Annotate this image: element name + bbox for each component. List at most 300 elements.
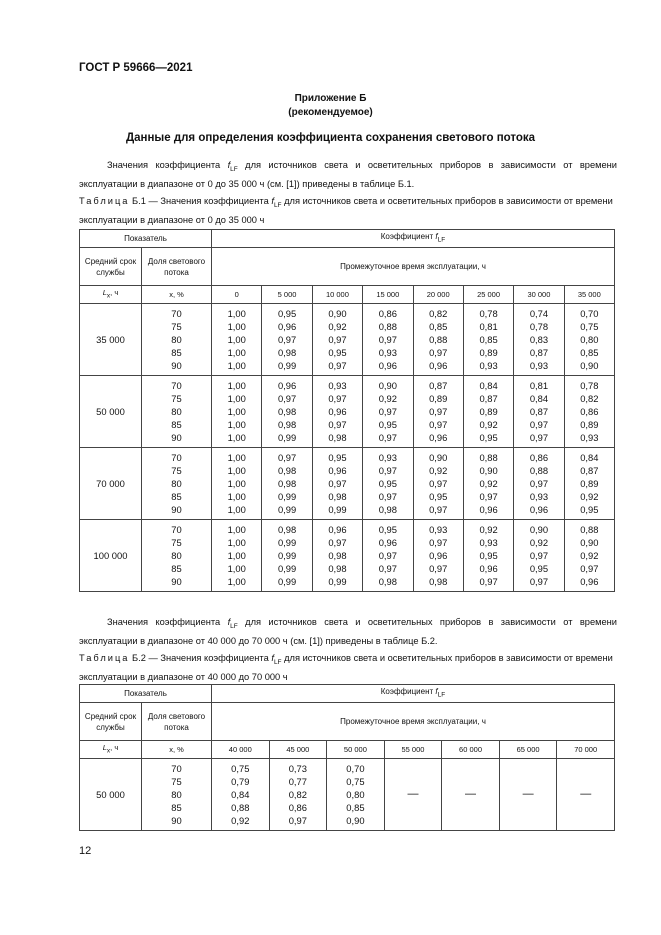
header-row-1 [80,685,615,703]
life-value: 50 000 [80,376,142,448]
coef-value: 0,90 [580,360,599,371]
coef-value: 0,89 [479,406,498,417]
coef-value: 0,97 [479,576,498,587]
coef-value: 0,90 [328,308,347,319]
share-value: 70 [171,763,182,774]
coef-values [212,520,262,592]
coef-value: 0,98 [277,524,297,535]
table-b1 [79,229,615,592]
share-value: 85 [171,563,182,574]
unit-share: x, % [142,286,212,304]
coef-value: 0,96 [378,537,397,548]
coef-value: 1,00 [227,504,246,515]
unit-life-sub: x [106,747,111,755]
coef-value: 0,95 [529,563,549,574]
coef-value: 0,96 [479,563,498,574]
coef-values [413,376,463,448]
coef-subscript: LF [437,691,446,699]
coef-header-label: Коэффициент [380,232,436,242]
table1-caption [79,194,617,228]
coef-value: 0,92 [479,524,498,535]
share-value: 90 [171,504,182,515]
coef-value: 0,81 [529,380,549,391]
coef-value: 0,92 [231,815,250,826]
unit-life-symbol: L [102,288,107,298]
coef-value: 0,92 [529,537,549,548]
coef-value: 0,97 [277,393,297,404]
coef-value: 0,82 [580,393,599,404]
coef-value: 0,90 [479,465,498,476]
coef-dash: — [499,759,557,831]
coef-value: 0,84 [529,393,549,404]
coef-value: 0,92 [378,393,397,404]
coef-values [514,520,564,592]
units-row [80,741,615,759]
caption2-text-b: для источников света и осветительных приборов в зависимости от времени эксплуатации в диапазоне от 40 000 до 70 000 ч [79,653,613,682]
coef-value: 0,98 [378,576,397,587]
coef-value: 0,96 [429,550,448,561]
coef-value: 0,79 [231,776,250,787]
coef-value: 0,98 [328,432,347,443]
coef-value: 0,98 [328,491,347,502]
coef-value: 0,98 [277,347,297,358]
coef-value: 0,90 [378,380,397,391]
intro-paragraph-2 [79,615,617,649]
coef-value: 0,99 [328,504,347,515]
coef-values [363,376,413,448]
units-row [80,286,615,304]
intro-paragraph-1 [79,158,617,192]
coef-value: 1,00 [227,380,246,391]
coef-header [212,230,615,248]
coef-value: 0,85 [580,347,599,358]
share-value: 85 [171,347,182,358]
coef-values [312,520,362,592]
share-value: 80 [171,406,182,417]
share-value: 90 [171,815,182,826]
coef-value: 0,88 [231,802,250,813]
share-value: 90 [171,360,182,371]
coef-value: 0,97 [429,406,448,417]
coef-subscript: LF [273,658,282,666]
time-value: 65 000 [499,741,557,759]
header-row-1 [80,230,615,248]
coef-values [363,448,413,520]
coef-value: 1,00 [227,308,246,319]
time-value: 20 000 [413,286,463,304]
coef-value: 1,00 [227,360,246,371]
coef-value: 0,86 [288,802,307,813]
coef-values [463,448,513,520]
coef-value: 1,00 [227,334,246,345]
share-value: 85 [171,491,182,502]
coef-value: 0,81 [479,321,498,332]
coef-value: 0,95 [378,524,397,535]
coef-value: 0,97 [529,550,549,561]
coef-value: 0,96 [580,576,599,587]
coef-value: 0,84 [231,789,250,800]
coef-value: 0,73 [288,763,307,774]
unit-life-sub: x [106,292,111,300]
coef-symbol: f [271,196,274,206]
coef-value: 0,92 [580,550,599,561]
coef-symbol: f [227,160,231,170]
coef-value: 0,97 [277,452,297,463]
coef-values [514,376,564,448]
coef-value: 0,90 [346,815,365,826]
coef-value: 0,97 [429,347,448,358]
coef-values [262,304,312,376]
coef-value: 0,89 [580,419,599,430]
coef-value: 0,93 [378,347,397,358]
coef-value: 0,88 [580,524,599,535]
header-row-2 [80,248,615,286]
coef-value: 0,70 [346,763,365,774]
coef-value: 0,96 [328,406,347,417]
coef-value: 0,92 [479,478,498,489]
share-value: 75 [171,393,182,404]
time-value: 35 000 [564,286,614,304]
coef-value: 0,70 [580,308,599,319]
coef-value: 0,96 [277,380,297,391]
coef-value: 1,00 [227,478,246,489]
coef-symbol: f [435,232,438,242]
coef-value: 0,93 [429,524,448,535]
coef-values [514,448,564,520]
coef-value: 0,98 [277,465,297,476]
coef-value: 1,00 [227,406,246,417]
coef-values [413,304,463,376]
table-row [80,376,615,448]
coef-values [463,520,513,592]
coef-values [327,759,385,831]
coef-value: 1,00 [227,321,246,332]
coef-values [212,304,262,376]
table-row [80,448,615,520]
share-value: 70 [171,524,182,535]
coef-value: 0,95 [328,452,347,463]
coef-value: 1,00 [227,524,246,535]
coef-subscript: LF [437,236,446,244]
coef-values [212,759,270,831]
coef-value: 0,78 [580,380,599,391]
life-value: 50 000 [80,759,142,831]
coef-value: 1,00 [227,550,246,561]
coef-value: 0,84 [479,380,498,391]
time-value: 55 000 [384,741,442,759]
coef-value: 0,89 [429,393,448,404]
coef-value: 0,97 [429,504,448,515]
table-row [80,520,615,592]
coef-value: 0,93 [529,491,549,502]
life-header: Средний срок службы [80,703,142,741]
coef-value: 0,87 [429,380,448,391]
appendix-title [0,92,661,120]
coef-value: 0,98 [277,406,297,417]
para2-text-a: Значения коэффициента [107,617,228,627]
share-value: 80 [171,334,182,345]
para2-text-b: для источников света и осветительных приборов в зависимости от времени эксплуатации в диапазоне от 40 000 до 70 000 ч (см. [1]) приведены в таблице Б.2. [79,617,617,646]
coef-value: 1,00 [227,347,246,358]
coef-subscript: LF [230,165,238,173]
coef-value: 0,95 [479,550,498,561]
coef-value: 0,93 [479,537,498,548]
coef-value: 0,97 [328,334,347,345]
time-value: 30 000 [514,286,564,304]
coef-value: 0,86 [529,452,549,463]
coef-value: 0,93 [529,360,549,371]
coef-values [262,520,312,592]
coef-value: 1,00 [227,432,246,443]
coef-value: 0,92 [328,321,347,332]
share-values [142,759,212,831]
coef-value: 0,99 [277,537,297,548]
time-header: Промежуточное время эксплуатации, ч [212,703,615,741]
coef-value: 0,97 [529,419,549,430]
share-value: 80 [171,478,182,489]
coef-value: 0,95 [277,308,297,319]
coef-value: 0,96 [479,504,498,515]
share-value: 90 [171,432,182,443]
coef-value: 0,88 [429,334,448,345]
coef-value: 0,85 [429,321,448,332]
coef-value: 0,90 [429,452,448,463]
coef-value: 0,89 [580,478,599,489]
coef-values [564,448,614,520]
unit-life [80,286,142,304]
coef-value: 0,95 [378,419,397,430]
caption1-text-a: Б.1 — Значения коэффициента [129,196,272,206]
indicator-header: Показатель [80,685,212,703]
standard-number: ГОСТ Р 59666—2021 [79,62,193,74]
coef-value: 1,00 [227,537,246,548]
coef-value: 0,97 [378,550,397,561]
coef-subscript: LF [230,622,238,630]
coef-value: 0,99 [277,550,297,561]
table-b2 [79,684,615,831]
coef-value: 0,99 [277,576,297,587]
share-values [142,376,212,448]
coef-value: 1,00 [227,576,246,587]
coef-value: 0,97 [378,432,397,443]
caption1-text-b: для источников света и осветительных приборов в зависимости от времени эксплуатации в диапазоне от 0 до 35 000 ч [79,196,613,225]
coef-value: 0,89 [479,347,498,358]
share-value: 75 [171,465,182,476]
coef-value: 0,99 [277,360,297,371]
coef-value: 0,99 [277,491,297,502]
share-value: 75 [171,776,182,787]
coef-value: 1,00 [227,393,246,404]
coef-symbol: f [227,617,231,627]
header-row-2 [80,703,615,741]
time-value: 25 000 [463,286,513,304]
coef-symbol: f [271,653,274,663]
coef-value: 0,97 [328,478,347,489]
table2-caption [79,651,617,685]
coef-value: 0,95 [328,347,347,358]
coef-values [212,448,262,520]
caption2-label: Таблица [79,653,130,663]
time-value: 0 [212,286,262,304]
table-row [80,304,615,376]
time-value: 45 000 [269,741,327,759]
coef-value: 0,85 [346,802,365,813]
coef-value: 0,86 [378,308,397,319]
appendix-note: (рекомендуемое) [288,107,373,118]
coef-dash: — [557,759,615,831]
coef-value: 0,88 [378,321,397,332]
coef-value: 1,00 [227,563,246,574]
coef-values [269,759,327,831]
coef-value: 0,78 [479,308,498,319]
unit-life-suffix: , ч [110,743,119,753]
coef-value: 0,77 [288,776,307,787]
coef-value: 0,97 [529,478,549,489]
coef-value: 0,75 [580,321,599,332]
share-value: 75 [171,537,182,548]
coef-value: 0,97 [429,537,448,548]
coef-dash: — [442,759,500,831]
life-value: 35 000 [80,304,142,376]
coef-value: 0,87 [529,347,549,358]
coef-subscript: LF [273,201,282,209]
unit-life-suffix: , ч [110,288,119,298]
coef-value: 0,97 [580,563,599,574]
time-value: 15 000 [363,286,413,304]
coef-value: 0,96 [328,465,347,476]
life-value: 100 000 [80,520,142,592]
coef-value: 0,97 [277,334,297,345]
coef-value: 0,85 [479,334,498,345]
coef-values [514,304,564,376]
time-value: 5 000 [262,286,312,304]
coef-value: 0,96 [277,321,297,332]
section-heading: Данные для определения коэффициента сохранения светового потока [125,132,536,144]
unit-share: x, % [142,741,212,759]
coef-values [312,304,362,376]
coef-value: 0,95 [378,478,397,489]
coef-value: 0,99 [277,432,297,443]
share-value: 85 [171,419,182,430]
coef-value: 1,00 [227,491,246,502]
coef-header [212,685,615,703]
time-value: 60 000 [442,741,500,759]
coef-value: 0,93 [580,432,599,443]
time-value: 50 000 [327,741,385,759]
coef-value: 0,95 [479,432,498,443]
time-value: 40 000 [212,741,270,759]
coef-value: 0,97 [378,465,397,476]
coef-value: 0,96 [429,432,448,443]
coef-values [564,304,614,376]
coef-value: 0,98 [277,478,297,489]
coef-value: 0,97 [529,576,549,587]
coef-value: 0,84 [580,452,599,463]
coef-value: 0,75 [346,776,365,787]
appendix-label: Приложение Б [294,93,367,104]
share-value: 70 [171,380,182,391]
coef-value: 0,82 [288,789,307,800]
coef-values [212,376,262,448]
coef-values [262,376,312,448]
coef-value: 0,92 [580,491,599,502]
share-value: 75 [171,321,182,332]
coef-value: 0,97 [288,815,307,826]
coef-value: 0,93 [479,360,498,371]
coef-value: 0,97 [328,393,347,404]
indicator-header: Показатель [80,230,212,248]
share-values [142,448,212,520]
coef-values [312,376,362,448]
share-value: 80 [171,550,182,561]
coef-value: 0,98 [378,504,397,515]
coef-value: 0,96 [378,360,397,371]
coef-values [363,520,413,592]
coef-value: 0,97 [378,563,397,574]
coef-values [413,448,463,520]
coef-value: 0,97 [328,537,347,548]
coef-value: 0,87 [580,465,599,476]
para1-text-b: для источников света и осветительных приборов в зависимости от времени эксплуатации в диапазоне от 0 до 35 000 ч (см. [1]) приведены в таблице Б.1. [79,160,617,189]
para1-text-a: Значения коэффициента [107,160,228,170]
coef-value: 0,75 [231,763,250,774]
coef-value: 0,80 [346,789,365,800]
share-values [142,520,212,592]
coef-value: 0,97 [328,419,347,430]
coef-value: 0,80 [580,334,599,345]
coef-values [413,520,463,592]
coef-value: 0,97 [378,334,397,345]
coef-values [463,376,513,448]
share-header: Доля светового потока [142,703,212,741]
page-number: 12 [79,845,92,857]
coef-value: 0,87 [479,393,498,404]
coef-value: 0,92 [429,465,448,476]
coef-values [463,304,513,376]
coef-value: 0,97 [429,478,448,489]
coef-values [262,448,312,520]
coef-value: 0,98 [328,563,347,574]
coef-value: 0,97 [529,432,549,443]
coef-value: 0,96 [328,524,347,535]
coef-symbol: f [435,687,438,697]
coef-value: 0,93 [378,452,397,463]
coef-values [312,448,362,520]
unit-life-symbol: L [102,743,107,753]
coef-value: 0,99 [328,576,347,587]
coef-value: 1,00 [227,465,246,476]
coef-value: 0,98 [429,576,448,587]
caption1-label: Таблица [79,196,130,206]
coef-value: 0,96 [429,360,448,371]
share-value: 85 [171,802,182,813]
coef-header-label: Коэффициент [380,687,436,697]
coef-value: 0,90 [529,524,549,535]
coef-value: 0,93 [328,380,347,391]
coef-value: 0,97 [328,360,347,371]
unit-life [80,741,142,759]
life-value: 70 000 [80,448,142,520]
share-value: 80 [171,789,182,800]
coef-value: 0,98 [277,419,297,430]
coef-value: 0,96 [529,504,549,515]
coef-values [363,304,413,376]
share-header: Доля светового потока [142,248,212,286]
coef-value: 0,95 [580,504,599,515]
coef-value: 1,00 [227,419,246,430]
coef-value: 0,97 [429,419,448,430]
caption2-text-a: Б.2 — Значения коэффициента [129,653,272,663]
